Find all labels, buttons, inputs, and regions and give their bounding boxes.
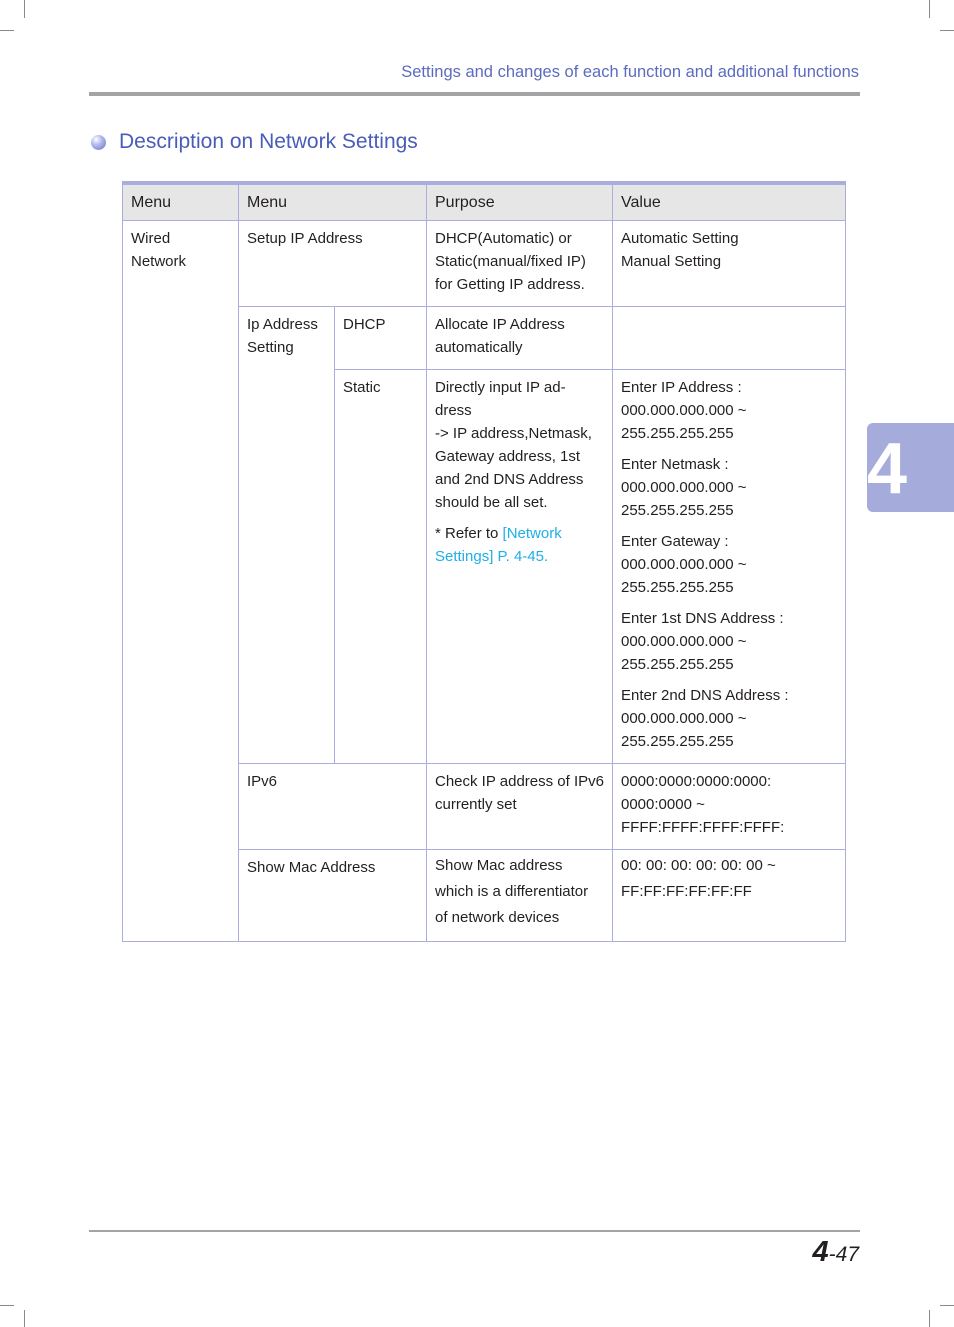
value-label: Enter Gateway : — [621, 533, 729, 550]
page-number — [813, 1236, 860, 1269]
value-block — [621, 607, 837, 676]
menu-cell: Show Mac Address — [239, 850, 427, 942]
submenu-cell: DHCP — [335, 307, 427, 370]
menu-cell — [239, 307, 335, 764]
crop-mark — [0, 1305, 14, 1306]
purpose-line: of network devices — [435, 909, 560, 926]
crop-mark — [940, 30, 954, 31]
group-label: Wired Network — [131, 230, 187, 270]
purpose-cell: Check IP address of IPv6 currently set — [427, 764, 613, 850]
running-header: Settings and changes of each function and additional functions — [401, 63, 859, 81]
header-value: Value — [613, 183, 846, 221]
value-label: Enter Netmask : — [621, 456, 729, 473]
crop-mark — [929, 0, 930, 18]
purpose-line: which is a differentiator — [435, 883, 589, 900]
chapter-tab — [867, 423, 954, 512]
purpose-cell — [427, 370, 613, 764]
menu-label: Ip Address Setting — [247, 316, 318, 356]
value-range-end: 255.255.255.255 — [621, 656, 734, 673]
value-range-end: 255.255.255.255 — [621, 733, 734, 750]
purpose-line: Directly input IP ad- — [435, 379, 566, 396]
value-cell — [613, 764, 846, 850]
page-chapter: 4 — [812, 1236, 829, 1268]
purpose-cell — [427, 850, 613, 942]
submenu-cell: Static — [335, 370, 427, 764]
crop-mark — [24, 0, 25, 18]
section-title: Description on Network Settings — [119, 130, 418, 153]
purpose-line: Show Mac address — [435, 857, 563, 874]
value-range-start: 000.000.000.000 ~ — [621, 710, 747, 727]
purpose-line: -> IP address,Netmask, Gateway address, 1st and 2nd DNS Address should be all set. — [435, 425, 592, 511]
header-purpose: Purpose — [427, 183, 613, 221]
crop-mark — [929, 1310, 930, 1327]
group-label-cell — [123, 221, 239, 942]
value-range-start: 000.000.000.000 ~ — [621, 402, 747, 419]
value-range-start: 000.000.000.000 ~ — [621, 556, 747, 573]
refer-note — [435, 522, 604, 568]
value-range-end: 255.255.255.255 — [621, 425, 734, 442]
value-line: FFFF:FFFF:FFFF:FFFF: — [621, 819, 785, 836]
value-range-start: 000.000.000.000 ~ — [621, 479, 747, 496]
value-cell — [613, 850, 846, 942]
network-settings-table — [122, 181, 846, 942]
table-row — [123, 221, 846, 307]
bullet-icon — [91, 135, 106, 150]
value-line: 0000:0000 ~ — [621, 796, 705, 813]
value-line: Automatic Setting — [621, 230, 739, 247]
value-label: Enter IP Address : — [621, 379, 742, 396]
menu-cell: IPv6 — [239, 764, 427, 850]
header-rule — [89, 92, 860, 96]
value-cell — [613, 370, 846, 764]
value-cell — [613, 221, 846, 307]
refer-link[interactable]: [Network Settings] P. 4-45. — [435, 525, 562, 565]
chapter-tab-number: 4 — [867, 429, 908, 509]
value-block — [621, 376, 837, 445]
refer-prefix: * Refer to — [435, 525, 503, 542]
table-header-row — [123, 183, 846, 221]
value-range-start: 000.000.000.000 ~ — [621, 633, 747, 650]
value-line: FF:FF:FF:FF:FF:FF — [621, 883, 752, 900]
section-heading — [91, 130, 418, 154]
crop-mark — [24, 1310, 25, 1327]
value-range-end: 255.255.255.255 — [621, 502, 734, 519]
page-index: -47 — [828, 1243, 859, 1266]
value-line: 00: 00: 00: 00: 00: 00 ~ — [621, 857, 776, 874]
purpose-cell: Allocate IP Address automatically — [427, 307, 613, 370]
purpose-line: dress — [435, 402, 472, 419]
value-block — [621, 453, 837, 522]
value-line: 0000:0000:0000:0000: — [621, 773, 772, 790]
crop-mark — [940, 1305, 954, 1306]
header-menu-1: Menu — [123, 183, 239, 221]
footer-rule — [89, 1230, 860, 1232]
value-block — [621, 530, 837, 599]
value-range-end: 255.255.255.255 — [621, 579, 734, 596]
value-line: Manual Setting — [621, 253, 722, 270]
header-menu-2: Menu — [239, 183, 427, 221]
value-label: Enter 1st DNS Address : — [621, 610, 784, 627]
value-label: Enter 2nd DNS Address : — [621, 687, 789, 704]
value-cell — [613, 307, 846, 370]
crop-mark — [0, 30, 14, 31]
value-block — [621, 684, 837, 753]
purpose-cell: DHCP(Automatic) or Static(manual/fixed IP) for Getting IP address. — [427, 221, 613, 307]
menu-cell: Setup IP Address — [239, 221, 427, 307]
